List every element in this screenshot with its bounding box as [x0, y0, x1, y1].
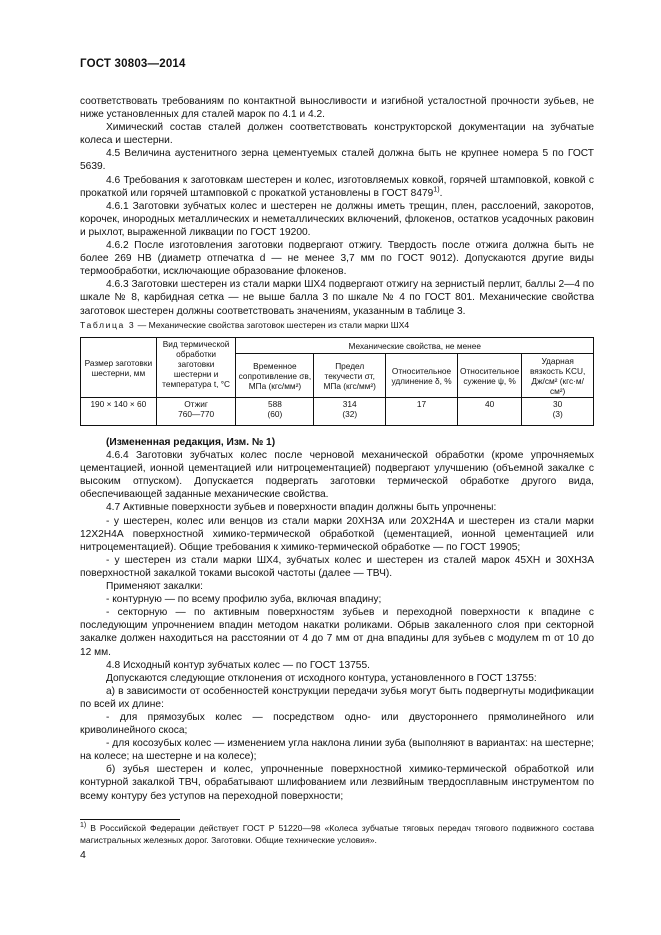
- footnote-text: В Российской Федерации действует ГОСТ Р 51220—98 «Колеса зубчатые тяговых передач тягового подвижного состава магистральных железных дорог. Заготовки. Общие технические условия».: [80, 823, 594, 845]
- cell-tensile: [236, 398, 314, 426]
- amendment-note: (Измененная редакция, Изм. № 1): [106, 437, 276, 448]
- paragraph: Применяют закалки:: [106, 581, 204, 593]
- paragraph: - у шестерен, колес или венцов из стали марки 20ХН3А или 20Х2Н4А и шестерен из стали марки 12Х2Н4А поверхностной химико-термической обработкой (цементацией, ионной цементацией или нитроцементацией). Общие требования к химико-термической обработке — по ГОСТ 19905;: [80, 515, 594, 553]
- paragraph: б) зубья шестерен и колес, упрочненные поверхностной химико-термической обработкой или контурной закалкой ТВЧ, обрабатывают шлифованием или лезвийным твердосплавным инструментом по всему контуру без уступов на переходной поверхности;: [80, 764, 594, 802]
- header-yield-strength: Предел текучести σт, МПа (кгс/мм²): [314, 354, 386, 398]
- table-row: [81, 398, 594, 426]
- cell-tensile-kgf: (60): [267, 409, 283, 419]
- paragraph: 4.6.1 Заготовки зубчатых колес и шестерен не должны иметь трещин, плен, расслоений, закоротов, корочек, инородных металлических и неметаллических включений, флокенов, остатков усадочных раковин и рыхлот, выраженной ликвации по ГОСТ 19200.: [80, 200, 594, 238]
- cell-yield: [314, 398, 386, 426]
- cell-impact-kgf: (3): [552, 409, 563, 419]
- header-heat-treatment: Вид термической обработки заготовки шестерни и температура t, °С: [156, 338, 236, 398]
- header-tensile-strength: Временное сопротивление σв, МПа (кгс/мм²): [236, 354, 314, 398]
- paragraph: 4.7 Активные поверхности зубьев и поверхности впадин должны быть упрочнены:: [106, 502, 497, 514]
- cell-tensile-mpa: 588: [267, 399, 282, 409]
- paragraph: Допускаются следующие отклонения от исходного контура, установленного в ГОСТ 13755:: [106, 672, 537, 684]
- footnote-separator: [80, 819, 180, 820]
- mechanical-properties-table: [80, 337, 594, 426]
- paragraph: [80, 174, 594, 200]
- cell-treatment-temp: 760—770: [178, 409, 215, 419]
- paragraph: Химический состав сталей должен соответствовать конструкторской документации на зубчатые колеса и шестерни.: [80, 122, 594, 147]
- page-number: 4: [80, 849, 86, 861]
- footnote-marker: 1): [80, 822, 87, 830]
- paragraph: 4.8 Исходный контур зубчатых колес — по ГОСТ 13755.: [106, 659, 370, 671]
- table-caption-label: Таблица 3: [80, 320, 136, 330]
- document-header: ГОСТ 30803—2014: [80, 58, 186, 70]
- paragraph: 4.6.2 После изготовления заготовки подвергают отжигу. Твердость после отжига должна быть не более 269 НВ (диаметр отпечатка d — не менее 3,7 мм по ГОСТ 9012). Допускаются другие виды термообработки, исключающие образование флокенов.: [80, 240, 594, 278]
- paragraph: - секторную — по активным поверхностям зубьев и переходной поверхности к впадине с последующим упрочнением впадин методом накатки роликами. Обрыв закаленного слоя при секторной закалке должен находиться на расстоянии от 4 до 7 мм от дна впадины для зубьев с модулем m от 10 до 12 мм.: [80, 607, 594, 658]
- cell-yield-mpa: 314: [342, 399, 357, 409]
- cell-impact: [522, 398, 594, 426]
- cell-contraction: 40: [458, 398, 522, 426]
- cell-treatment-type: Отжиг: [184, 399, 208, 409]
- paragraph: 4.5 Величина аустенитного зерна цементуемых сталей должна быть не крупнее номера 5 по ГОСТ 5639.: [80, 148, 594, 173]
- paragraph: - для косозубых колес — изменением угла наклона линии зуба (выполняют в вариантах: на шестерне; на колесе; на шестерне и на колесе);: [80, 738, 594, 763]
- header-contraction: Относительное сужение ψ, %: [458, 354, 522, 398]
- footnote-reference: 1): [433, 186, 440, 194]
- paragraph: 4.6.3 Заготовки шестерен из стали марки ШХ4 подвергают отжигу на зернистый перлит, баллы 2—4 по шкале № 8, карбидная сетка — не выше балла 3 по шкале № 4 по ГОСТ 801. Механические свойства заготовок шестерен должны соответствовать значениям, указанным в таблице 3.: [80, 279, 594, 317]
- paragraph: а) в зависимости от особенностей конструкции передачи зубья могут быть подвергнуты модификации по всей их длине:: [80, 685, 594, 710]
- paragraph: 4.6.4 Заготовки зубчатых колес после черновой механической обработки (кроме упрочняемых цементацией, ионной цементацией или нитроцементацией) подвергают улучшению (объемной закалке с высоким отпуском). Допускается подвергать заготовки термической обработке другого вида, обеспечивающей заданные механические свойства.: [80, 450, 594, 501]
- cell-yield-kgf: (32): [342, 409, 358, 419]
- header-mechanical-properties: Механические свойства, не менее: [236, 338, 594, 354]
- table-caption: [80, 320, 594, 330]
- footnote: [80, 823, 594, 846]
- body-top: [80, 95, 594, 318]
- paragraph: - у шестерен из стали марки ШХ4, зубчатых колес и шестерен из сталей марок 45ХН и 30ХН3А поверхностной закалкой токами высокой частоты (далее — ТВЧ).: [80, 554, 594, 579]
- paragraph: соответствовать требованиям по контактной выносливости и изгибной усталостной прочности зубьев, не ниже установленных для сталей марок по 4.1 и 4.2.: [80, 96, 594, 121]
- table-caption-text: — Механические свойства заготовок шестерен из стали марки ШХ4: [135, 320, 410, 330]
- body-bottom: [80, 436, 594, 803]
- header-elongation: Относительное удлинение δ, %: [386, 354, 458, 398]
- cell-impact-j: 30: [553, 399, 563, 409]
- paragraph-end: .: [439, 187, 443, 199]
- header-impact-toughness: Ударная вязкость KCU, Дж/см² (кгс·м/см²): [522, 354, 594, 398]
- header-size: Размер заготовки шестерни, мм: [81, 338, 157, 398]
- paragraph-text: 4.6 Требования к заготовкам шестерен и колес, изготовляемых ковкой, горячей штамповкой, ковкой с прокаткой или горячей штамповкой с прокаткой установлены в ГОСТ 8479: [80, 174, 594, 199]
- cell-treatment: [156, 398, 236, 426]
- paragraph: - для прямозубых колес — посредством одно- или двустороннего прямолинейного или криволинейного скоса;: [80, 711, 594, 737]
- cell-elongation: 17: [386, 398, 458, 426]
- cell-size: 190 × 140 × 60: [81, 398, 157, 426]
- paragraph: - контурную — по всему профилю зуба, включая впадину;: [106, 594, 382, 606]
